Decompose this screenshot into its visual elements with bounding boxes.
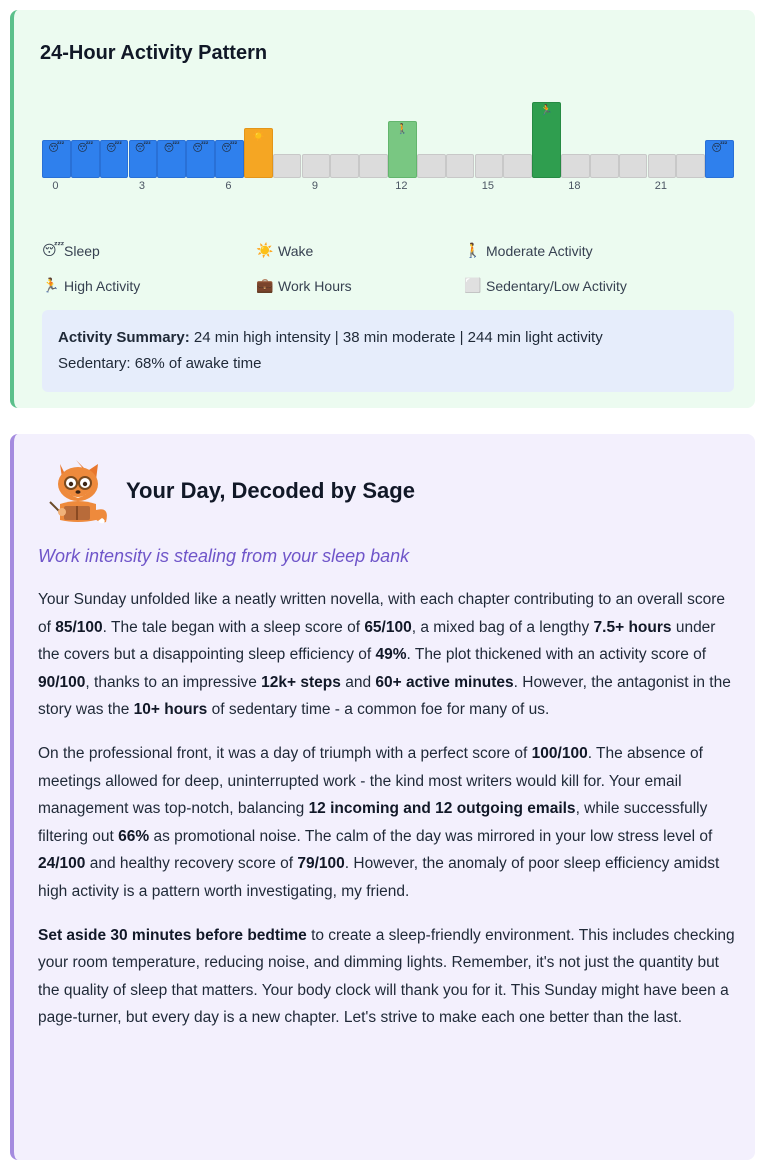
highlight-text: 12 incoming and 12 outgoing emails — [308, 800, 576, 818]
highlight-text: 66% — [118, 827, 150, 845]
hour-tick-label: 21 — [654, 180, 668, 192]
hour-cell-20 — [619, 154, 648, 178]
highlight-text: 85/100 — [55, 618, 103, 636]
legend-label: Sleep — [64, 242, 100, 259]
activity-timeline — [42, 106, 734, 196]
decoded-card-title: Your Day, Decoded by Sage — [126, 478, 415, 503]
narrative-text: , thanks to an impressive — [85, 673, 262, 691]
hour-tick-label: 9 — [311, 180, 318, 192]
hour-tick-label: 15 — [481, 180, 495, 192]
hour-cell-17 — [532, 102, 561, 178]
sleep-icon: 😴 — [42, 242, 65, 258]
hour-tick-label: 18 — [568, 180, 581, 192]
highlight-text: 100/100 — [531, 744, 588, 762]
fox-reading-icon — [42, 454, 110, 526]
legend-item — [42, 277, 140, 294]
narrative-text: to create a sleep-friendly environment. This includes checking your room temperature, reducing noise, and dimming lights. Remember, it's not just the quantity but the quality of sleep that matters. Your body clock will thank you for it. This Sunday might have been a page-turner, but every day is a new chapter. Let's strive to make each one better than the last. — [38, 926, 735, 1027]
narrative-text: and — [340, 673, 376, 691]
summary-line-1: 24 min high intensity | 38 min moderate | 244 min light activity — [189, 329, 603, 346]
highlight-text: 90/100 — [38, 673, 86, 691]
hour-cell-5 — [186, 140, 215, 178]
narrative-text: , while successfully filtering out — [38, 800, 708, 845]
highlight-text: 7.5+ hours — [593, 618, 672, 636]
briefcase-icon: 💼 — [256, 277, 274, 293]
running-icon: 🏃 — [42, 277, 60, 293]
legend-label: Sedentary/Low Activity — [486, 277, 627, 294]
hour-tick-label: 0 — [52, 180, 59, 192]
walking-icon: 🚶 — [464, 242, 482, 258]
sleep-hour-icon: 😴 — [221, 143, 238, 154]
narrative-text: On the professional front, it was a day of triumph with a perfect score of — [38, 744, 532, 762]
decoded-narrative — [38, 586, 738, 1048]
hour-cell-4 — [157, 140, 186, 178]
activity-summary — [42, 310, 734, 392]
highlight-text: 49% — [375, 646, 407, 664]
narrative-text: . The tale began with a sleep score of — [102, 618, 365, 636]
sleep-hour-icon: 😴 — [106, 143, 123, 154]
highlight-text: 79/100 — [297, 855, 345, 873]
narrative-text: . The plot thickened with an activity score of — [406, 646, 707, 664]
legend-label: High Activity — [64, 277, 141, 294]
narrative-text: Your Sunday unfolded like a neatly written novella, with each chapter contributing to an overall score of — [38, 591, 726, 636]
activity-card-title: 24-Hour Activity Pattern — [40, 42, 268, 64]
hour-cell-21 — [648, 154, 677, 178]
activity-pattern-card — [10, 10, 755, 408]
summary-line-2: Sedentary: 68% of awake time — [58, 355, 262, 372]
sleep-hour-icon: 😴 — [711, 143, 728, 154]
summary-label: Activity Summary: — [58, 329, 190, 346]
hour-tick-label: 3 — [138, 180, 145, 192]
hour-cell-11 — [359, 154, 388, 178]
hour-cell-0 — [42, 140, 71, 178]
sleep-hour-icon: 😴 — [163, 143, 180, 154]
narrative-paragraph — [38, 586, 738, 724]
narrative-paragraph — [38, 740, 738, 906]
narrative-paragraph — [38, 922, 738, 1032]
sleep-hour-icon: 😴 — [192, 143, 209, 154]
legend-item — [464, 277, 627, 294]
hour-cell-3 — [129, 140, 158, 178]
narrative-text: and healthy recovery score of — [85, 855, 298, 873]
moderate-hour-icon: 🚶 — [396, 124, 409, 135]
hour-cell-10 — [330, 154, 359, 178]
legend-item — [42, 242, 100, 259]
hour-tick-label: 6 — [225, 180, 232, 192]
legend-label: Moderate Activity — [486, 242, 593, 259]
hour-cell-1 — [71, 140, 100, 178]
sleep-hour-icon: 😴 — [48, 143, 65, 154]
sleep-hour-icon: 😴 — [77, 143, 94, 154]
legend-label: Wake — [278, 242, 314, 259]
narrative-text: . The absence of meetings allowed for deep, uninterrupted work - the kind most writers would kill for. Your email management was top-notch, balancing — [38, 744, 703, 818]
narrative-text: under the covers but a disappointing sleep efficiency of — [38, 618, 716, 664]
hour-cell-22 — [676, 154, 705, 178]
narrative-text: of sedentary time - a common foe for many of us. — [207, 701, 550, 719]
hour-cell-12 — [388, 121, 417, 178]
sleep-hour-icon: 😴 — [134, 143, 151, 154]
legend-item — [256, 277, 352, 294]
highlight-text: 65/100 — [364, 618, 412, 636]
white-square-icon: ⬜ — [464, 277, 482, 293]
narrative-text: , a mixed bag of a lengthy — [411, 618, 594, 636]
legend-item — [256, 242, 313, 259]
highlight-text: Set aside 30 minutes before bedtime — [38, 926, 307, 944]
highlight-text: 12k+ steps — [261, 673, 341, 691]
day-decoded-card — [10, 434, 755, 1160]
hour-cell-9 — [302, 154, 331, 178]
hour-cell-19 — [590, 154, 619, 178]
hour-tick-label: 12 — [395, 180, 408, 192]
hour-cell-13 — [417, 154, 446, 178]
hour-cell-2 — [100, 140, 129, 178]
legend-label: Work Hours — [278, 277, 352, 294]
narrative-text: as promotional noise. The calm of the day was mirrored in your low stress level of — [149, 827, 713, 845]
hour-cell-8 — [273, 154, 302, 178]
highlight-text: 24/100 — [38, 855, 86, 873]
hour-cell-23 — [705, 140, 734, 178]
highlight-text: 10+ hours — [133, 701, 208, 719]
high-hour-icon: 🏃 — [540, 105, 553, 116]
hour-cell-14 — [446, 154, 475, 178]
narrative-text: . However, the antagonist in the story was the — [38, 673, 731, 719]
sun-icon: ☀️ — [256, 242, 274, 258]
hour-cell-6 — [215, 140, 244, 178]
legend-item — [464, 242, 593, 259]
narrative-text: . However, the anomaly of poor sleep efficiency amidst high activity is a pattern worth investigating, my friend. — [38, 855, 720, 900]
insight-tagline: Work intensity is stealing from your sleep bank — [38, 546, 410, 566]
highlight-text: 60+ active minutes — [375, 673, 514, 691]
hour-cell-7 — [244, 128, 273, 178]
wake-hour-icon: ☀️ — [252, 131, 265, 142]
hour-cell-18 — [561, 154, 590, 178]
hour-cell-16 — [503, 154, 532, 178]
hour-cell-15 — [475, 154, 504, 178]
